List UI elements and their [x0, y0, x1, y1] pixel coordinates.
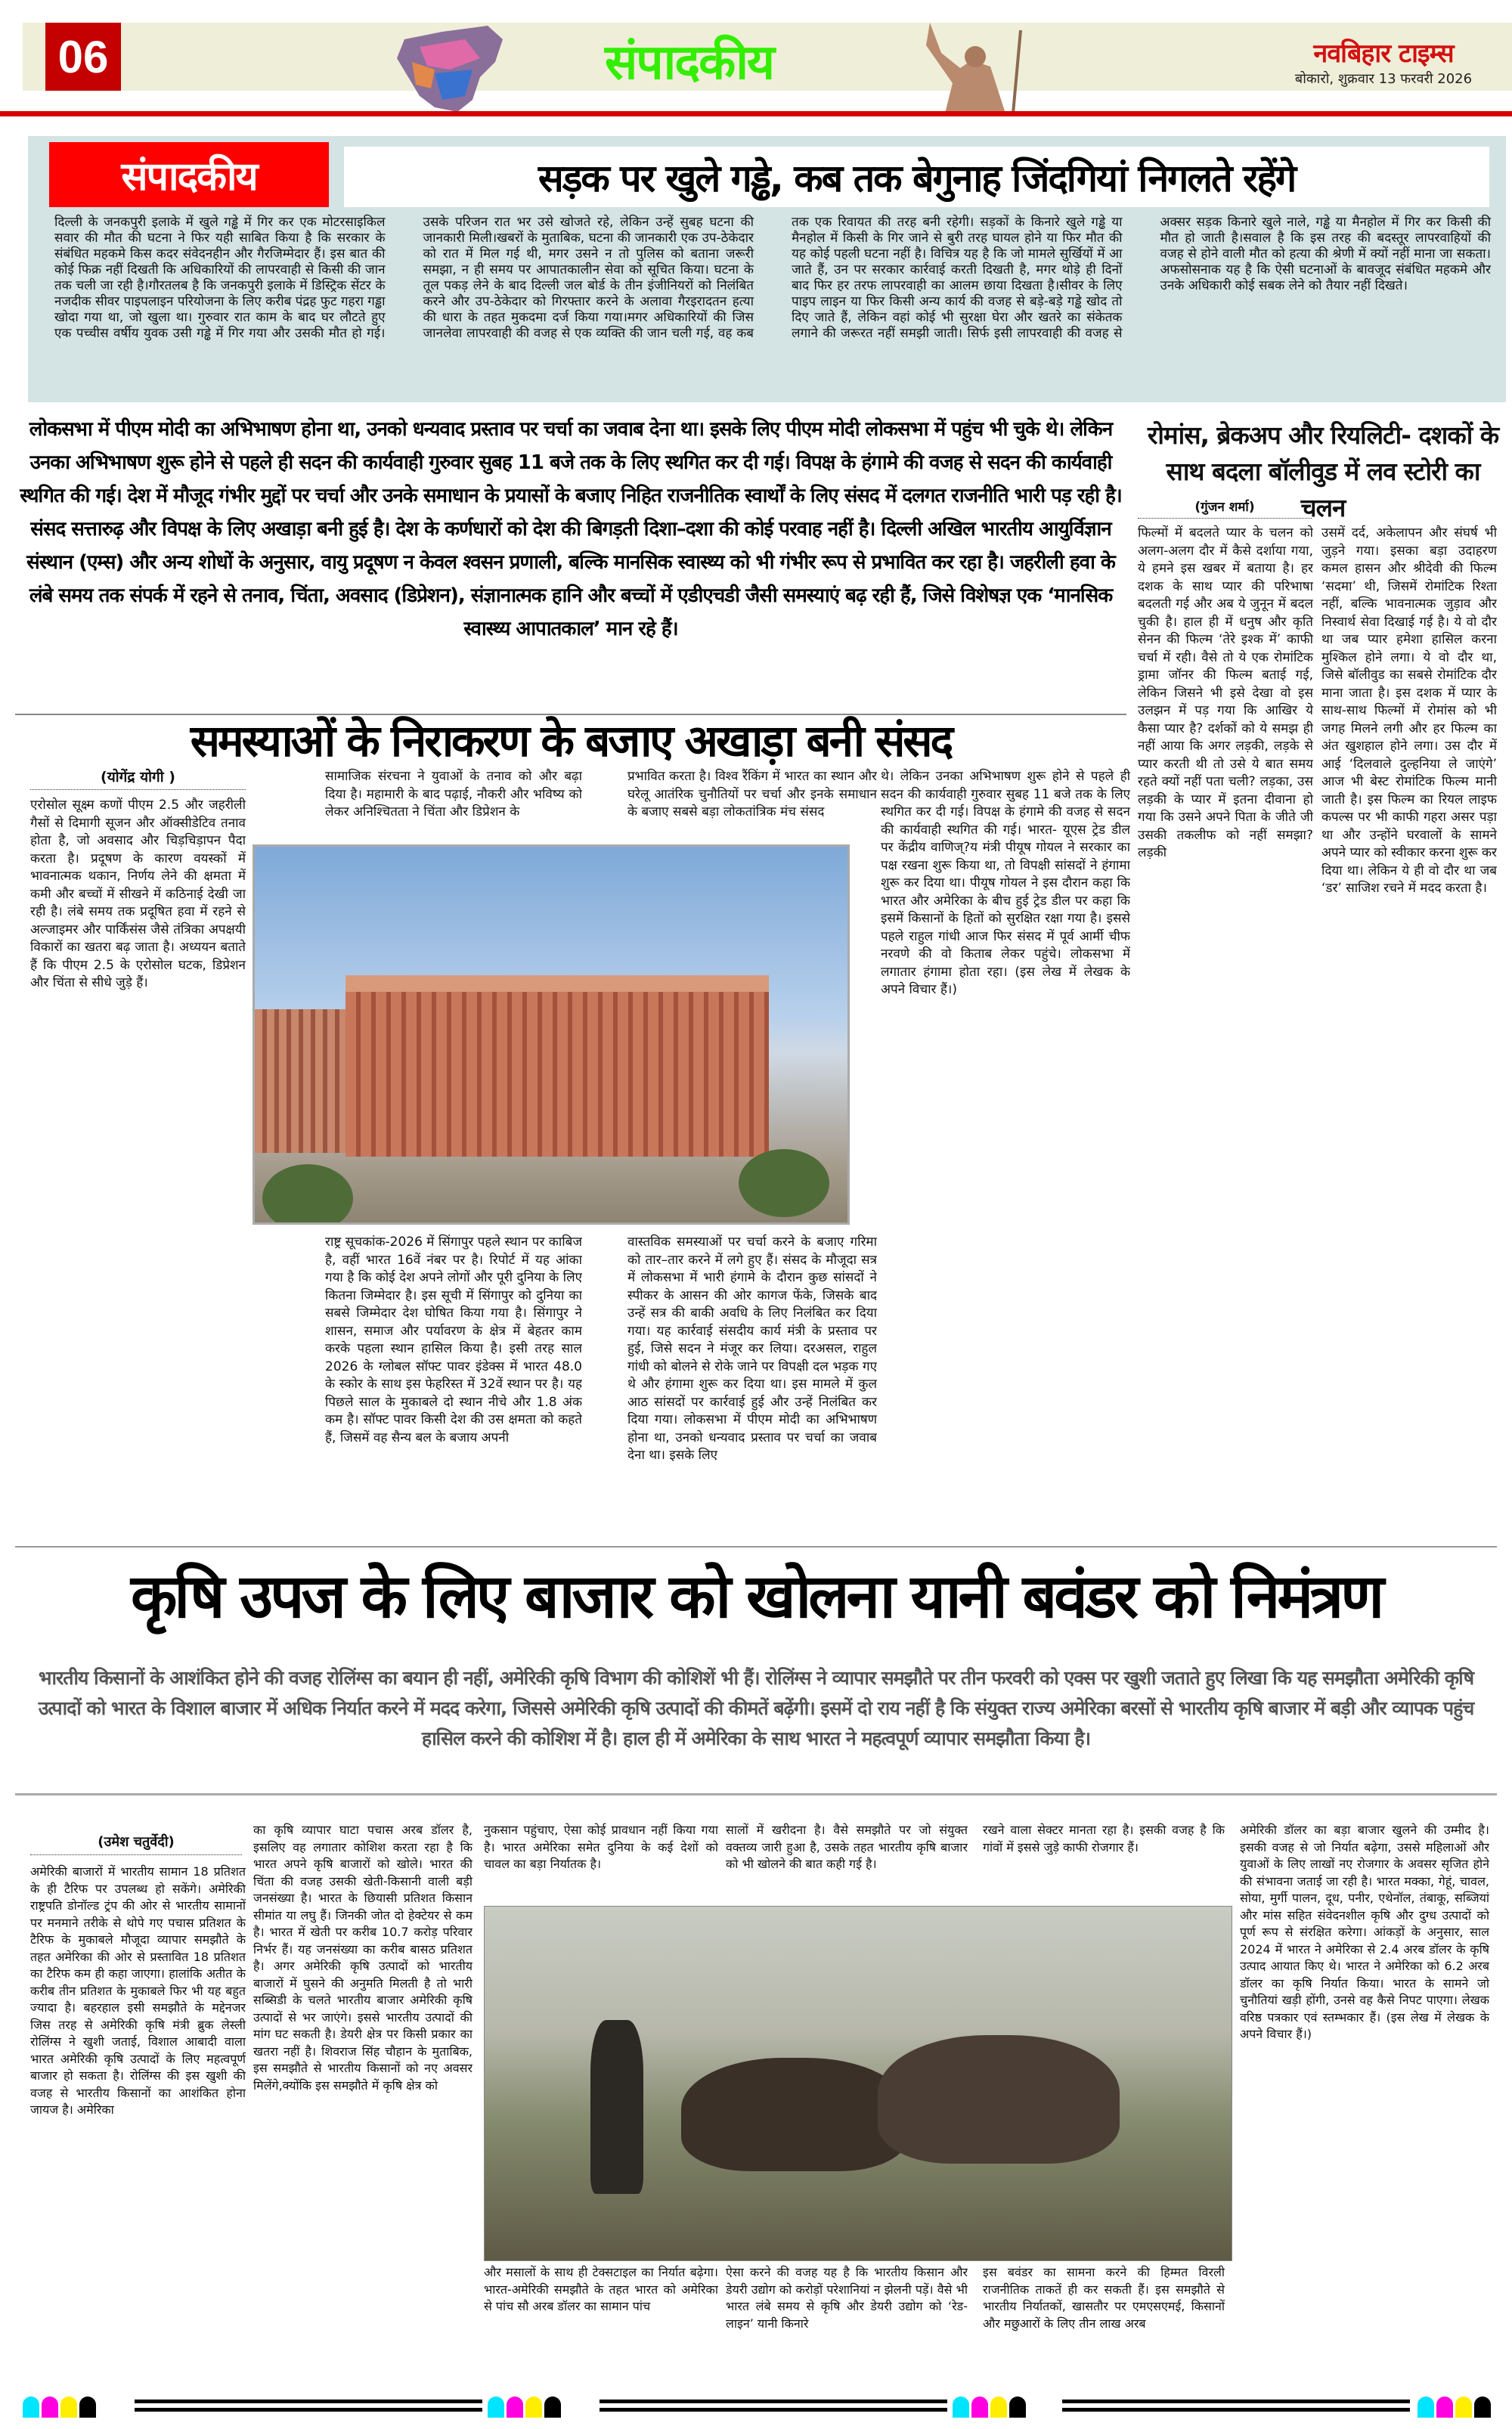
film-article-column: फिल्मों में बदलते प्यार के चलन को अलग-अलग दौर में कैसे दर्शाया गया, ये हमने इस खबर में बताया है। हर दशक के साथ प्यार की परिभाषा बदलती गई और अब ये जुनून में बदल चुकी है। हाल ही में धनुष और कृति सेनन की फिल्म ‘तेरे इश्क में’ काफी चर्चा में रही। वैसे तो ये एक रोमांटिक ड्रामा जॉनर की फिल्म बताई गई, लेकिन जिसने भी इसे देखा वो इस उलझन में पड़ गया कि आखिर ये कैसा प्यार है? दर्शकों को ये समझ ही नहीं आया कि अगर लड़की, लड़के से प्यार करती थी तो उसे ये बात समय रहते क्यों नहीं पता चली? लड़का, उस लड़की के प्यार में इतना दीवाना हो गया कि उसने अपने पिता के जीते जी उसकी तकलीफ को नहीं समझा? लड़की [1138, 525, 1313, 860]
section-title: संपादकीय [605, 35, 774, 91]
agri-article-column: ऐसा करने की वजह यह है कि भारतीय किसान और डेयरी उद्योग को करोड़ों परेशानियां न झेलनी पड़ें। वैसे भी भारत लंबे समय से कृषि और डेयरी उद्योग को ‘रेड-लाइन’ यानी किनारे [726, 2265, 968, 2331]
parliament-building-photo [253, 844, 850, 1225]
lead-article-column: राष्ट्र सूचकांक-2026 में सिंगापुर पहले स्थान पर काबिज है, वहीं भारत 16वें नंबर पर है। रिपोर्ट में यह आंका गया है कि कोई देश अपने लोगों और पूरी दुनिया के लिए कितना जिम्मेदार है। इस सूची में सिंगापुर को दुनिया का सबसे जिम्मेदार देश घोषित किया गया है। सिंगापुर ने शासन, समाज और पर्यावरण के क्षेत्र में बेहतर काम करके पहला स्थान हासिल किया है। इसी तरह साल 2026 के ग्लोबल सॉफ्ट पावर इंडेक्स में भारत 48.0 के स्कोर के साथ इस फेहरिस्त में 32वें स्थान पर है। यह पिछले साल के मुकाबले दो स्थान नीचे और 1.8 अंक कम है। सॉफ्ट पावर किसी देश की उस क्षमता को कहते हैं, जिसमें वह सैन्य बल के बजाय अपनी [325, 1235, 582, 1445]
registration-line [135, 2400, 482, 2412]
dateline: बोकारो, शुक्रवार 13 फरवरी 2026 [1294, 71, 1473, 87]
agri-article-column: इस बवंडर का सामना करने की हिम्मत विरली राजनीतिक ताकतें ही कर सकती हैं। इस समझौते से भारतीय निर्यातकों, खासतौर पर एमएसएमई, किसानों और मछुआरों के लिए तीन लाख अरब [983, 2265, 1225, 2331]
lead-article-column: वास्तविक समस्याओं पर चर्चा करने के बजाए गरिमा को तार–तार करने में लगे हुए हैं। संसद के मौजूदा सत्र में लोकसभा में भारी हंगामे के दौरान कुछ सांसदों ने स्पीकर के आसन की ओर कागज फेंके, जिसके बाद उन्हें सत्र की बाकी अवधि के लिए निलंबित कर दिया गया। यह कार्रवाई संसदीय कार्य मंत्री के प्रस्ताव पर हुई, जिसे सदन ने मंजूर कर लिया। दरअसल, राहुल गांधी को बोलने से रोके जाने पर विपक्षी दल भड़क गए थे और हंगामा शुरू कर दिया था। इस मामले में कुल आठ सांसदों पर कार्रवाई हुई और उन्हें निलंबित कर दिया गया। लोकसभा में पीएम मोदी का अभिभाषण होना था, उनको धन्यवाद प्रस्ताव पर चर्चा का जवाब देना था। इसके लिए [627, 1235, 877, 1463]
lead-article-column: प्रभावित करता है। विश्व रैंकिंग में भारत का स्थान और घरेलू आतंरिक चुनौतियों पर चर्चा और इनके समाधान के बजाए सबसे बड़ा लोकतांत्रिक मंच संसद [627, 769, 877, 819]
film-article-headline: रोमांस, ब्रेकअप और रियलिटी- दशकों के साथ बदला बॉलीवुड में लव स्टोरी का चलन [1147, 420, 1499, 522]
agri-article-column: अमेरिकी डॉलर का बड़ा बाजार खुलने की उम्मीद है। इसकी वजह से जो निर्यात बढ़ेगा, उससे महिलाओं और युवाओं के लिए लाखों नए रोजगार के अवसर सृजित होने की संभावना जताई जा रही है। भारत मक्का, गेहूं, चावल, सोया, मुर्गी पालन, दूध, पनीर, एथेनॉल, तंबाकू, सब्जियां और मांस सहित संवेदनशील कृषि और दुग्ध उत्पादों को पूर्ण रूप से संरक्षित करेगा। आंकड़ों के अनुसार, साल 2024 में भारत ने अमेरिका से 2.4 अरब डॉलर के कृषि उत्पाद आयात किए थे। भारत ने अमेरिका को 6.2 अरब डॉलर का कृषि निर्यात किया। भारत के सामने जो चुनौतियां खड़ी होंगी, उनसे वह कैसे निपट पाएगा। लेखक वरिष्ठ पत्रकार एवं स्तम्भकार हैं। (इस लेख में लेखक के अपने विचार हैं।) [1240, 1823, 1489, 2041]
agri-article-column: अमेरिकी बाजारों में भारतीय सामान 18 प्रतिशत के ही टैरिफ पर उपलब्ध हो सकेंगे। अमेरिकी राष्ट्रपति डोनॉल्ड ट्रंप की ओर से भारतीय सामानों पर मनमाने तरीके से थोपे गए पचास प्रतिशत के टैरिफ के मुकाबले मौजूदा व्यापार समझौते के तहत अमेरिका की ओर से प्रस्तावित 18 प्रतिशत का टैरिफ कम ही कहा जाएगा। हालांकि अतीत के करीब तीन प्रतिशत के मुकाबले फिर भी यह बहुत ज्यादा है। बहरहाल इसी समझौते के मद्देनजर जिस तरह से अमेरिकी कृषि मंत्री ब्रुक लेस्ली रोलिंग्स ने खुशी जताई, विशाल आबादी वाला भारत अमेरिकी कृषि उत्पादों के लिए महत्वपूर्ण बाजार हो सकता है। रोलिंग्स की इस खुशी की वजह से भारतीय किसानों का आशंकित होना जायज है। अमेरिका [30, 1864, 246, 2117]
divider [15, 1546, 1497, 1548]
film-article-byline: (गुंजन शर्मा) [1138, 499, 1312, 519]
agri-article-column: रखने वाला सेक्टर मानता रहा है। इसकी वजह है कि गांवों में इससे जुड़े काफी रोजगार हैं। [983, 1823, 1225, 1854]
agri-article-column: नुकसान पहुंचाए, ऐसा कोई प्रावधान नहीं किया गया है। भारत अमेरिका समेत दुनिया के कई देशों को चावल का बड़ा निर्यातक है। [484, 1823, 718, 1871]
film-article-column: उसमें दर्द, अकेलापन और संघर्ष भी जुड़ने गया। इसका बड़ा उदाहरण कमल हासन और श्रीदेवी की फिल्म ‘सदमा’ थी, जिसमें रोमांटिक रिश्ता नहीं, बल्कि भावनात्मक जुड़ाव और निस्वार्थ सेवा दिखाई गई है। ये वो दौर था जब प्यार हमेशा हासिल करना मुश्किल होने लगा। ये वो दौर था, जिसे बॉलीवुड का सबसे रोमांटिक दौर माना जाता है। इस दशक में प्यार के साथ-साथ फिल्मों में रोमांस को भी जगह मिलने लगी और हर फिल्म का अंत खुशहाल होने लगा। उस दौर में आई ‘दिलवाले दुल्हनिया ले जाएंगे’ आज भी बेस्ट रोमांटिक फिल्म मानी जाती है। इस फिल्म का रियल लाइफ कपल्स पर भी काफी गहरा असर पड़ा था और उन्होंने घरवालों के सामने अपने प्यार को स्वीकार करना शुरू कर दिया था। लेकिन ये ही वो दौर था जब ‘डर’ साजिश रचने में मदद करता है। [1321, 525, 1497, 896]
lead-article-column: सामाजिक संरचना ने युवाओं के तनाव को और बढ़ा दिया है। महामारी के बाद पढ़ाई, नौकरी और भविष्य को लेकर अनिश्चितता ने चिंता और डिप्रेशन के [325, 769, 582, 819]
newspaper-name: नवबिहार टाइम्स [1313, 39, 1454, 69]
birsa-munda-statue-icon [900, 23, 1066, 113]
editorial-headline-box [344, 147, 1489, 207]
divider [15, 1793, 1497, 1795]
agri-article-byline: (उमेश चतुर्वेदी) [30, 1833, 242, 1855]
agri-article-column: सालों में खरीदना है। वैसे समझौते पर जो संयुक्त वक्तव्य जारी हुआ है, उसके तहत भारतीय कृषि बाजार को भी खोलने की बात कही गई है। [726, 1823, 968, 1871]
lead-article-headline: समस्याओं के निराकरण के बजाए अखाड़ा बनी संसद [190, 715, 952, 767]
jharkhand-map-collage-icon [374, 24, 518, 113]
editorial-body: दिल्ली के जनकपुरी इलाके में खुले गड्ढे में गिर कर एक मोटरसाइकिल सवार की मौत की घटना ने फिर यही साबित किया है कि सरकार के संबंधित महकमे किस कदर संवेदनहीन और गैरजिम्मेदार हैं। इस बात की कोई फिक्र नहीं दिखती कि अधिकारियों की लापरवाही से किसी की जान तक चली जा रही है।गौरतलब है कि जनकपुरी इलाके में डिस्ट्रिक सेंटर के नजदीक सीवर पाइपलाइन परियोजना के लिए करीब पंद्रह फुट गहरा गड्ढा खोदा गया था, जो खुला था। गुरुवार रात काम के बाद घर लौटते हुए एक पच्चीस वर्षीय युवक उसी गड्ढे में गिर गया और उसकी मौत हो गई। उसके परिजन रात भर उसे खोजते रहे, लेकिन उन्हें सुबह घटना की जानकारी मिली।खबरों के मुताबिक, घटना की जानकारी एक उप-ठेकेदार को रात में मिल गई थी, मगर उसने न तो पुलिस को बताना जरूरी समझा, न ही समय पर आपातकालीन सेवा को सूचित किया। घटना के तूल पकड़ लेने के बाद दिल्ली जल बोर्ड के तीन इंजीनियरों को निलंबित करने और उप-ठेकेदार को गिरफ्तार करने के अलावा गैरइरादतन हत्या की धारा के तहत मुकदमा दर्ज किया गया।मगर अधिकारियों की जिस जानलेवा लापरवाही की वजह से एक व्यक्ति की जान चली गई, वह कब तक एक रिवायत की तरह बनी रहेगी। सड़कों के किनारे खुले गड्ढे या मैनहोल में किसी के गिर जाने से बुरी तरह घायल होने या फिर मौत की यह कोई पहली घटना नहीं है। विचित्र यह है कि जो मामले सुर्खियों में आ जाते हैं, उन पर सरकार कार्रवाई करती दिखती है, मगर थोड़े ही दिनों बाद फिर हर तरफ लापरवाही का आलम छाया दिखता है।सीवर के लिए पाइप लाइन या फिर किसी अन्य कार्य की वजह से बड़े-बड़े गड्ढे खोद तो दिए जाते हैं, लेकिन वहां कोई भी सुरक्षा घेरा और खतरे का संकेतक लगाने की जरूरत नहीं समझी जाती। सिर्फ इसी लापरवाही की वजह से अक्सर सड़क किनारे खुले नाले, गड्ढे या मैनहोल में गिर कर किसी की मौत हो जाती है।सवाल है कि इस तरह की बदस्तूर लापरवाहियों की वजह से होने वाली मौत को हत्या की श्रेणी में क्यों नहीं माना जा सकता। अफसोसनाक यह है कि ऐसी घटनाओं के बावजूद संबंधित महकमे और उनके अधिकारी कोई सबक लेने को तैयार नहीं दिखते। [54, 215, 1491, 341]
cmyk-registration-mark [1418, 2396, 1491, 2418]
agri-article-headline: कृषि उपज के लिए बाजार को खोलना यानी बवंडर को निमंत्रण [130, 1561, 1382, 1631]
agri-article-column: का कृषि व्यापार घाटा पचास अरब डॉलर है, इसलिए वह लगातार कोशिश करता रहा है कि भारत अपने कृषि बाजारों को खोले। भारत की चिंता की वजह उसकी खेती-किसानी वाली बड़ी जनसंख्या है। भारत के छियासी प्रतिशत किसान सीमांत या लघु हैं। जिनकी जोत दो हेक्टेयर से कम है। भारत में खेती पर करीब 10.7 करोड़ परिवार निर्भर हैं। यह जनसंख्या का करीब बासठ प्रतिशत है। अगर अमेरिकी कृषि उत्पादों को भारतीय बाजारों में घुसने की अनुमति मिलती है तो भारी सब्सिडी के चलते भारतीय बाजार अमेरिकी कृषि उत्पादों से भर जाएंगे। इससे भारतीय उत्पादों की मांग घट सकती है। डेयरी क्षेत्र पर किसी प्रकार का खतरा नहीं है। शिवराज सिंह चौहान के मुताबिक, इस समझौते से भारतीय किसानों को नए अवसर मिलेंगे,क्योंकि इस समझौते में कृषि क्षेत्र को [253, 1823, 472, 2093]
registration-line [600, 2400, 947, 2412]
cmyk-registration-mark [23, 2396, 96, 2418]
editorial-headline: सड़क पर खुले गड्ढे, कब तक बेगुनाह जिंदगियां निगलते रहेंगे [538, 156, 1296, 200]
registration-line [1062, 2400, 1410, 2412]
lead-article-column: एरोसोल सूक्ष्म कणों पीएम 2.5 और जहरीली गैसों से दिमागी सूजन और ऑक्सीडेटिव तनाव होता है, जो अवसाद और चिड़चिड़ापन पैदा करता है। प्रदूषण के कारण वयस्कों में भावनात्मक थकान, निर्णय लेने की क्षमता में कमी और बच्चों में सीखने में कठिनाई देखी जा रही है। लंबे समय तक प्रदूषित हवा में रहने से अल्जाइमर और पार्किंसंस जैसे तंत्रिका अपक्षयी विकारों का खतरा बढ़ जाता है। अध्ययन बताते हैं कि पीएम 2.5 के एरोसोल घटक, डिप्रेशन और चिंता से सीधे जुड़े हैं। [30, 798, 246, 990]
header-rule [0, 111, 1512, 116]
cmyk-registration-mark [488, 2396, 561, 2418]
cmyk-registration-mark [953, 2396, 1026, 2418]
farmer-ploughing-photo [484, 1906, 1232, 2261]
agri-article-column: और मसालों के साथ ही टेक्सटाइल का निर्यात बढ़ेगा। भारत-अमेरिकी समझौते के तहत भारत को अमेरिका से पांच सौ अरब डॉलर का सामान पांच [484, 2265, 718, 2313]
lead-article-column: थे। लेकिन उनका अभिभाषण शुरू होने से पहले ही सदन की कार्यवाही गुरुवार सुबह 11 बजे तक के लिए स्थगित कर दी गई। विपक्ष के हंगामे की वजह से सदन की कार्यवाही स्थगित की गई। भारत- यूएस ट्रेड डील पर केंद्रीय वाणिज्?य मंत्री पीयूष गोयल ने सरकार का पक्ष रखना शुरू किया था, तो विपक्षी सांसदों ने हंगामा शुरू कर दिया था। पीयूष गोयल ने इस दौरान कहा कि भारत और अमेरिका के बीच हुई ट्रेड डील पर कहा कि इसमें किसानों के हितों को सुरक्षित रक्षा गया है। इससे पहले राहुल गांधी आज फिर संसद में पूर्व आर्मी चीफ नरवणे की वो किताब लेकर पहुंचे। लोकसभा में लगातार हंगामा होता रहा। (इस लेख में लेखक के अपने विचार हैं।) [881, 769, 1130, 997]
lead-article-byline: (योगेंद्र योगी ) [30, 768, 246, 790]
lead-article-strap: लोकसभा में पीएम मोदी का अभिभाषण होना था, उनको धन्यवाद प्रस्ताव पर चर्चा का जवाब देना था। इसके लिए पीएम मोदी लोकसभा में पहुंच भी चुके थे। लेकिन उनका अभिभाषण शुरू होने से पहले ही सदन की कार्यवाही गुरुवार सुबह 11 बजे तक के लिए स्थगित कर दी गई। विपक्ष के हंगामे की वजह से सदन की कार्यवाही स्थगित की गई। देश में मौजूद गंभीर मुद्दों पर चर्चा और उनके समाधान के प्रयासों के बजाए निहित राजनीतिक स्वार्थों के लिए संसद में दलगत राजनीति भारी पड़ रही है। संसद सत्तारुढ़ और विपक्ष के लिए अखाड़ा बनी हुई है। देश के कर्णधारों को देश की बिगड़ती दिशा–दशा की कोई परवाह नहीं है। दिल्ली अखिल भारतीय आयुर्विज्ञान संस्थान (एम्स) और अन्य शोधों के अनुसार, वायु प्रदूषण न केवल श्वसन प्रणाली, बल्कि मानसिक स्वास्थ्य को भी गंभीर रूप से प्रभावित कर रहा है। जहरीली हवा के लंबे समय तक संपर्क में रहने से तनाव, चिंता, अवसाद (डिप्रेशन), संज्ञानात्मक हानि और बच्चों में एडीएचडी जैसी समस्याएं बढ़ रही हैं, जिसे विशेषज्ञ एक ‘मानसिक स्वास्थ्य आपातकाल’ मान रहे हैं। [20, 418, 1122, 640]
editorial-label: संपादकीय [49, 142, 329, 207]
page-number: 06 [45, 23, 121, 91]
agri-article-strap: भारतीय किसानों के आशंकित होने की वजह रोलिंग्स का बयान ही नहीं, अमेरिकी कृषि विभाग की कोशिशें भी हैं। रोलिंग्स ने व्यापार समझौते पर तीन फरवरी को एक्स पर खुशी जताते हुए लिखा कि यह समझौता अमेरिकी कृषि उत्पादों को भारत के विशाल बाजार में अधिक निर्यात करने में मदद करेगा, जिससे अमेरिकी कृषि उत्पादों की कीमतें बढ़ेंगी। इसमें दो राय नहीं है कि संयुक्त राज्य अमेरिका बरसों से भारतीय कृषि बाजार में बड़ी और व्यापक पहुंच हासिल करने की कोशिश में है। हाल ही में अमेरिका के साथ भारत ने महत्वपूर्ण व्यापार समझौता किया है। [38, 1667, 1474, 1749]
